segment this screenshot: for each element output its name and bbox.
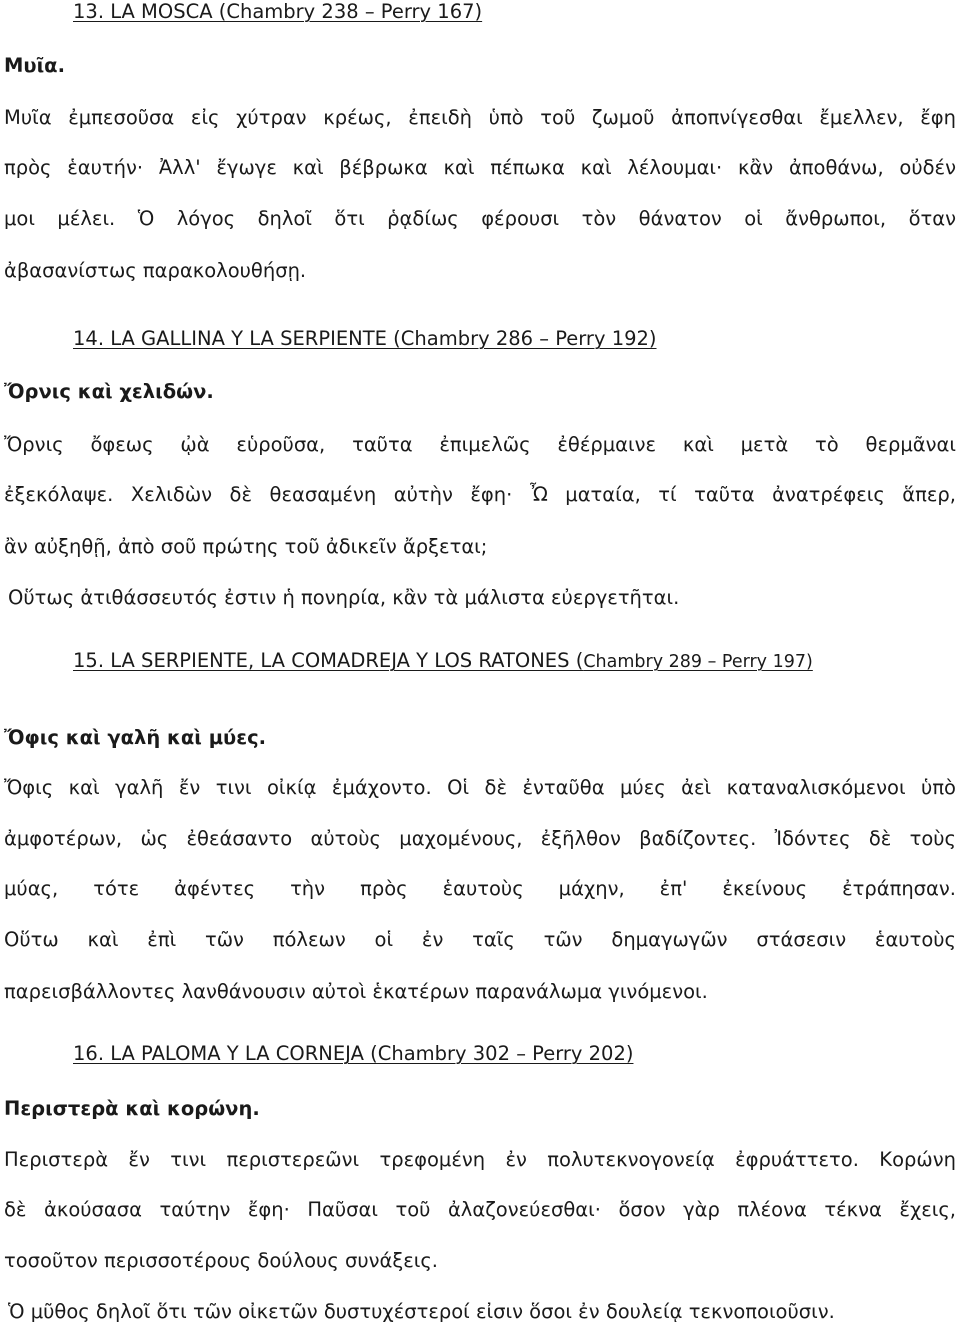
fable-13-heading: 13. LA MOSCA (Chambry 238 – Perry 167) bbox=[73, 0, 483, 23]
fable-14-heading: 14. LA GALLINA Y LA SERPIENTE (Chambry 286 – Perry 192) bbox=[73, 327, 657, 350]
fable-15-heading bbox=[73, 648, 956, 675]
fable-15-line-3: μύας, τότε ἀφέντες τὴν πρὸς ἑαυτοὺς μάχην, ἐπ' ἐκείνους ἐτράπησαν. bbox=[4, 877, 956, 900]
fable-16-greek-title: Περιστερὰ καὶ κορώνη. bbox=[4, 1097, 260, 1120]
fable-14-line-1: Ὄρνις ὄφεως ᾠὰ εὑροῦσα, ταῦτα ἐπιμελῶς ἐθέρμαινε καὶ μετὰ τὸ θερμᾶναι bbox=[4, 433, 956, 456]
fable-14-line-3: ἂν αὐξηθῇ, ἀπὸ σοῦ πρώτης τοῦ ἀδικεῖν ἄρξεται; bbox=[4, 535, 488, 558]
fable-15-line-4: Οὕτω καὶ ἐπὶ τῶν πόλεων οἱ ἐν ταῖς τῶν δημαγωγῶν στάσεσιν ἑαυτοὺς bbox=[4, 928, 956, 951]
fable-15-heading-small: Chambry 289 – Perry 197) bbox=[583, 652, 813, 672]
fable-14-greek-title: Ὄρνις καὶ χελιδών. bbox=[4, 380, 214, 403]
fable-13-greek-title: Μυῖα. bbox=[4, 54, 65, 77]
fable-13-line-3: μοι μέλει. Ὁ λόγος δηλοῖ ὅτι ῥᾳδίως φέρουσι τὸν θάνατον οἱ ἄνθρωποι, ὅταν bbox=[4, 207, 956, 230]
fable-13-line-4: ἀβασανίστως παρακολουθήσῃ. bbox=[4, 259, 307, 282]
fable-15-greek-title: Ὄφις καὶ γαλῆ καὶ μύες. bbox=[4, 726, 267, 749]
fable-13-line-2: πρὸς ἑαυτήν· Ἀλλ' ἔγωγε καὶ βέβρωκα καὶ πέπωκα καὶ λέλουμαι· κἂν ἀποθάνω, οὐδέν bbox=[4, 156, 956, 179]
fable-14-line-4: Οὕτως ἀτιθάσσευτός ἐστιν ἡ πονηρία, κἂν τὰ μάλιστα εὐεργετῆται. bbox=[8, 586, 680, 609]
fable-13-line-1: Μυῖα ἐμπεσοῦσα εἰς χύτραν κρέως, ἐπειδὴ ὑπὸ τοῦ ζωμοῦ ἀποπνίγεσθαι ἔμελλεν, ἔφη bbox=[4, 106, 956, 129]
fable-15-line-1: Ὄφις καὶ γαλῆ ἔν τινι οἰκίᾳ ἐμάχοντο. Οἱ δὲ ἐνταῦθα μύες ἀεὶ καταναλισκόμενοι ὑπὸ bbox=[4, 776, 956, 799]
fable-15-line-2: ἀμφοτέρων, ὡς ἐθεάσαντο αὐτοὺς μαχομένους, ἐξῆλθον βαδίζοντες. Ἰδόντες δὲ τοὺς bbox=[4, 827, 956, 850]
fable-16-heading: 16. LA PALOMA Y LA CORNEJA (Chambry 302 – Perry 202) bbox=[73, 1042, 634, 1065]
fable-14-line-2: ἐξεκόλαψε. Χελιδὼν δὲ θεασαμένη αὐτὴν ἔφη· Ὦ ματαία, τί ταῦτα ἀνατρέφεις ἅπερ, bbox=[4, 483, 956, 506]
fable-16-line-1: Περιστερὰ ἔν τινι περιστερεῶνι τρεφομένη ἐν πολυτεκνογονείᾳ ἐφρυάττετο. Κορώνη bbox=[4, 1148, 956, 1171]
fable-16-line-2: δὲ ἀκούσασα ταύτην ἔφη· Παῦσαι τοῦ ἀλαζονεύεσθαι· ὅσον γὰρ πλέονα τέκνα ἔχεις, bbox=[4, 1198, 956, 1221]
fable-16-line-3: τοσοῦτον περισσοτέρους δούλους συνάξεις. bbox=[4, 1249, 439, 1272]
fable-16-line-4: Ὁ μῦθος δηλοῖ ὅτι τῶν οἰκετῶν δυστυχέστεροί εἰσιν ὅσοι ἐν δουλείᾳ τεκνοποιοῦσιν. bbox=[8, 1300, 835, 1323]
fable-15-line-5: παρεισβάλλοντες λανθάνουσιν αὐτοὶ ἑκατέρων παρανάλωμα γινόμενοι. bbox=[4, 980, 708, 1003]
fable-15-heading-main: 15. LA SERPIENTE, LA COMADREJA Y LOS RATONES ( bbox=[73, 649, 584, 672]
